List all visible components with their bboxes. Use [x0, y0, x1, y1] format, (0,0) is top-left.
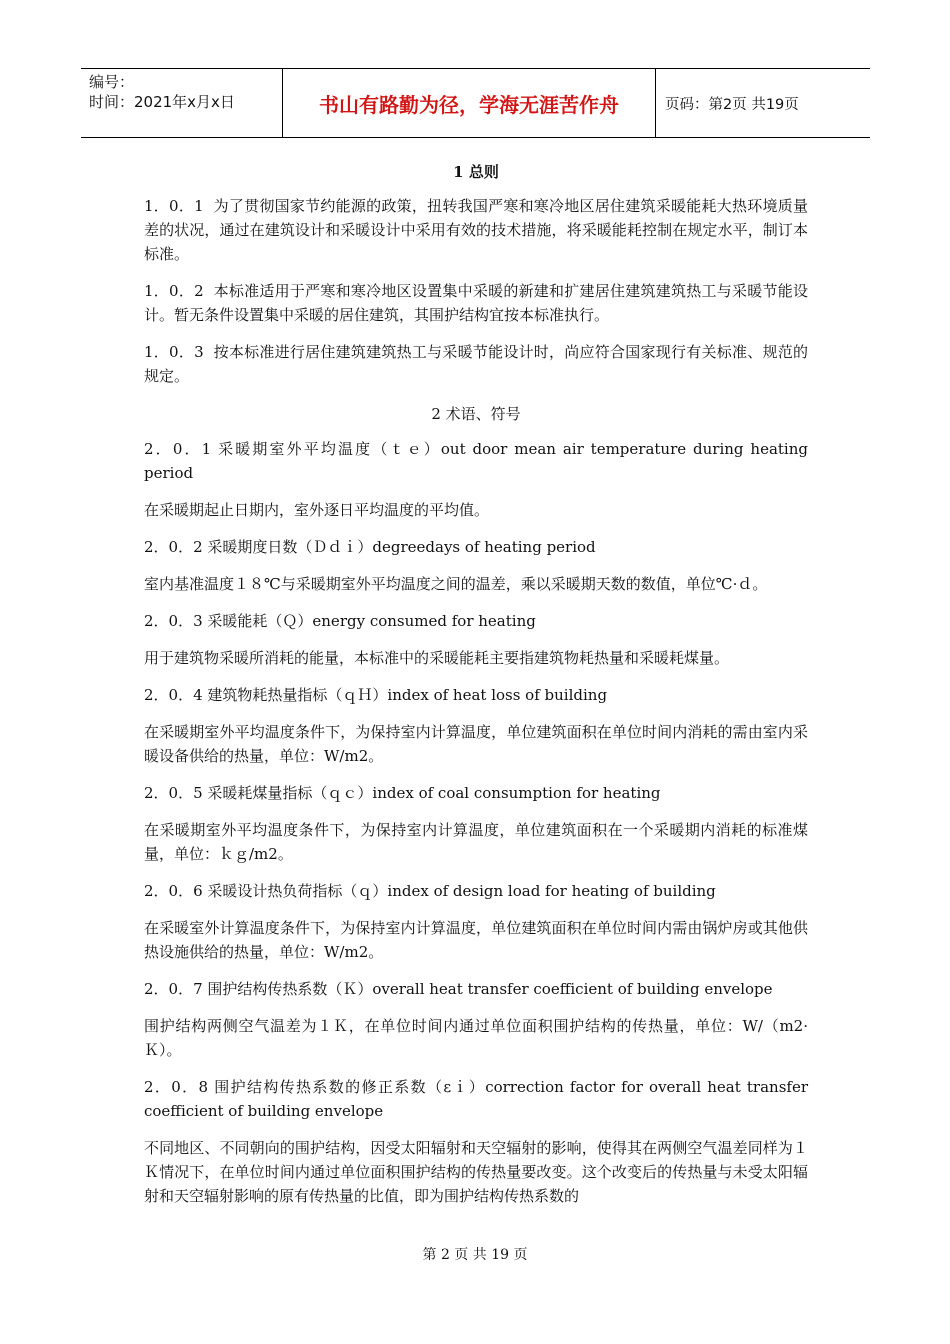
term-2-0-2: 2．0．2 采暖期度日数（Ｄｄｉ）degreedays of heating period	[144, 538, 596, 556]
header-meta	[81, 69, 281, 137]
clause-1-0-3	[144, 340, 808, 388]
definition-2-0-2: 室内基准温度１８℃与采暖期室外平均温度之间的温差，乘以采暖期天数的数值，单位℃·ｄ。	[144, 575, 768, 593]
definition-2-0-5: 在采暖期室外平均温度条件下，为保持室内计算温度，单位建筑面积在一个采暖期内消耗的标准煤量，单位：ｋｇ/m2。	[144, 821, 808, 863]
header-motto: 书山有路勤为径，学海无涯苦作舟	[282, 69, 656, 137]
definition-2-0-8: 不同地区、不同朝向的围护结构，因受太阳辐射和天空辐射的影响，使得其在两侧空气温差同样为１Ｋ情况下，在单位时间内通过单位面积围护结构的传热量要改变。这个改变后的传热量与未受太阳辐射和天空辐射影响的原有传热量的比值，即为围护结构传热系数的	[144, 1139, 808, 1205]
header-page-info: 页码：第2页 共19页	[665, 96, 799, 113]
definition-2-0-6: 在采暖室外计算温度条件下，为保持室内计算温度，单位建筑面积在单位时间内需由锅炉房或其他供热设施供给的热量，单位：W/m2。	[144, 919, 808, 961]
term-2-0-6: 2．0．6 采暖设计热负荷指标（ｑ）index of design load for heating of building	[144, 882, 716, 900]
term-2-0-3: 2．0．3 采暖能耗（Ｑ）energy consumed for heating	[144, 612, 536, 630]
definition-2-0-1: 在采暖期起止日期内，室外逐日平均温度的平均值。	[144, 501, 490, 519]
doc-number-label: 编号：	[89, 73, 135, 91]
clause-text: 按本标准进行居住建筑建筑热工与采暖节能设计时，尚应符合国家现行有关标准、规范的规定。	[144, 343, 808, 385]
section-title-1: 1 总则	[453, 163, 499, 181]
term-2-0-8: 2．0．8 围护结构传热系数的修正系数（εｉ）correction factor for overall heat transfer coefficient of building envelope	[144, 1078, 808, 1120]
term-2-0-4: 2．0．4 建筑物耗热量指标（ｑＨ）index of heat loss of building	[144, 686, 608, 704]
clause-number: 1．0．2	[144, 282, 204, 300]
section-title-2: 2 术语、符号	[431, 405, 521, 423]
clause-1-0-1	[144, 194, 808, 266]
definition-2-0-3: 用于建筑物采暖所消耗的能量，本标准中的采暖能耗主要指建筑物耗热量和采暖耗煤量。	[144, 649, 730, 667]
term-2-0-7: 2．0．7 围护结构传热系数（Ｋ）overall heat transfer coefficient of building envelope	[144, 980, 773, 998]
doc-time-label: 时间：2021年x月x日	[89, 93, 235, 111]
term-2-0-1: 2．0．1 采暖期室外平均温度（ｔｅ）out door mean air temperature during heating period	[144, 440, 808, 482]
clause-number: 1．0．3	[144, 343, 204, 361]
clause-number: 1．0．1	[144, 197, 204, 215]
clause-text: 本标准适用于严寒和寒冷地区设置集中采暖的新建和扩建居住建筑建筑热工与采暖节能设计。暂无条件设置集中采暖的居住建筑，其围护结构宜按本标准执行。	[144, 282, 808, 324]
definition-2-0-4: 在采暖期室外平均温度条件下，为保持室内计算温度，单位建筑面积在单位时间内消耗的需由室内采暖设备供给的热量，单位：W/m2。	[144, 723, 808, 765]
term-2-0-5: 2．0．5 采暖耗煤量指标（ｑｃ）index of coal consumption for heating	[144, 784, 661, 802]
clause-1-0-2	[144, 279, 808, 327]
page-header	[81, 68, 870, 138]
document-body	[144, 158, 808, 1221]
definition-2-0-7: 围护结构两侧空气温差为１Ｋ，在单位时间内通过单位面积围护结构的传热量，单位：W/（m2·Ｋ）。	[144, 1017, 808, 1059]
page-footer: 第 2 页 共 19 页	[422, 1247, 528, 1263]
clause-text: 为了贯彻国家节约能源的政策，扭转我国严寒和寒冷地区居住建筑采暖能耗大热环境质量差的状况，通过在建筑设计和采暖设计中采用有效的技术措施，将采暖能耗控制在规定水平，制订本标准。	[144, 197, 808, 263]
